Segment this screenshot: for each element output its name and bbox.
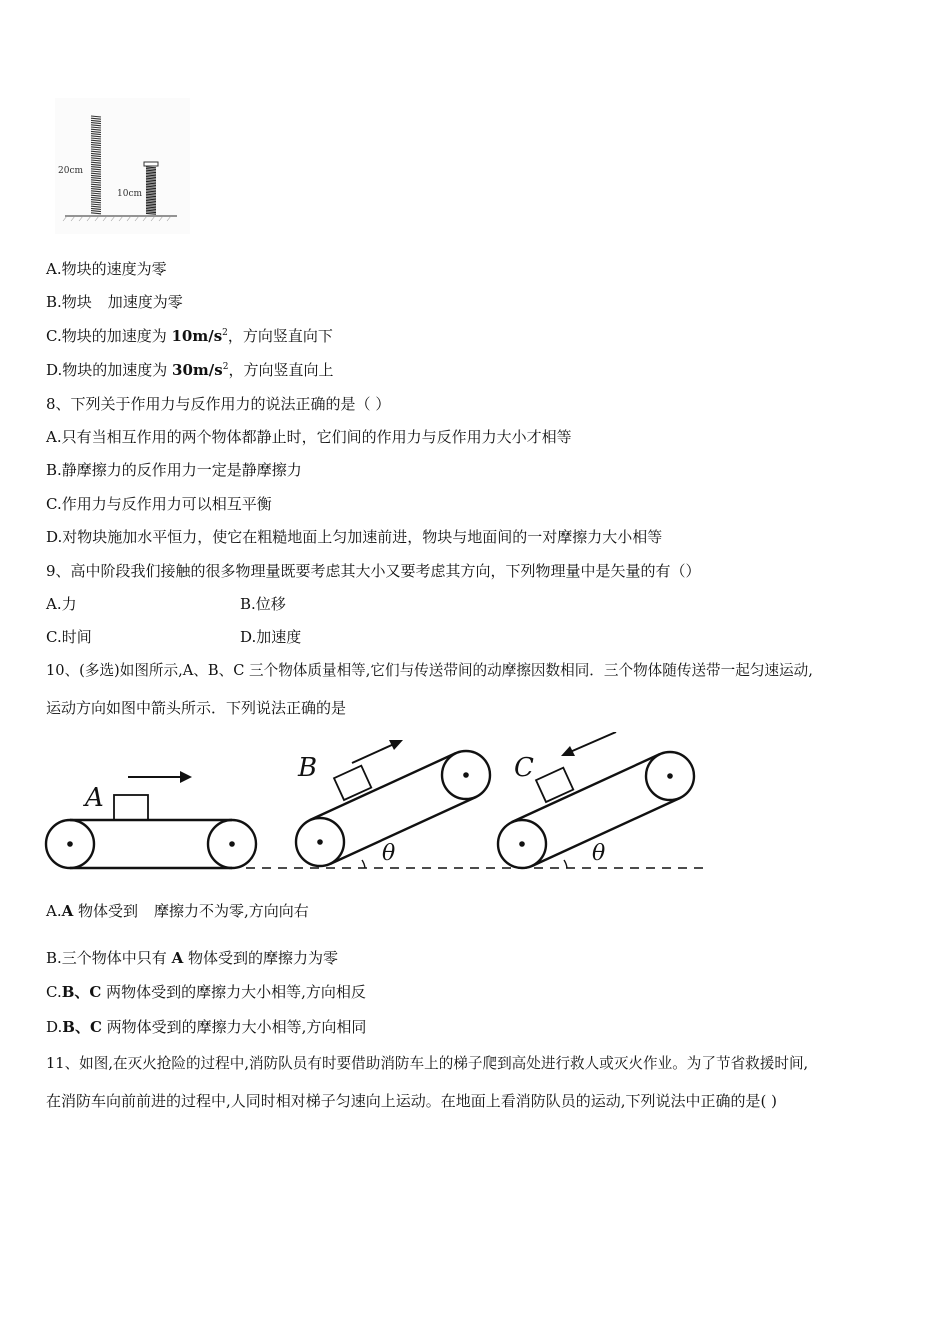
- q8-option-a: A.只有当相互作用的两个物体都静止时，它们间的作用力与反作用力大小才相等: [46, 428, 572, 446]
- spring-figure: [55, 98, 190, 234]
- q8-option-d: D.对物块施加水平恒力，使它在粗糙地面上匀加速前进，物块与地面间的一对摩擦力大小相等: [46, 528, 663, 546]
- q10-option-a-suffix: 摩擦力不为零,方向向右: [154, 902, 309, 920]
- q10-option-c: [46, 982, 366, 1002]
- length-label-10: 10cm: [117, 189, 143, 199]
- q10-option-d-suffix: 两物体受到的摩擦力大小相等,方向相同: [101, 1018, 367, 1036]
- q11-stem-line1: 11、如图,在灭火抢险的过程中,消防队员有时要借助消防车上的梯子爬到高处进行救人或灭火作业。为了节省救援时间,: [46, 1055, 809, 1072]
- q7-option-b: [46, 292, 183, 312]
- q8-option-c: C.作用力与反作用力可以相互平衡: [46, 495, 272, 513]
- q7-option-b-suffix: 加速度为零: [107, 293, 183, 311]
- q7-option-c-sup: 2: [222, 328, 228, 338]
- q10-option-c-prefix: C.: [46, 983, 62, 1001]
- q9-stem: 9、高中阶段我们接触的很多物理量既要考虑其大小又要考虑其方向，下列物理量中是矢量的有（）: [46, 562, 701, 580]
- q10-option-a-prefix: A.: [46, 902, 62, 920]
- q7-option-c-suffix: ，方向竖直向下: [227, 327, 333, 345]
- q10-stem-line1: 10、(多选)如图所示,A、B、C 三个物体质量相等,它们与传送带间的动摩擦因数相同．三个物体随传送带一起匀速运动,: [46, 662, 813, 679]
- q9-option-c: C.时间: [46, 628, 92, 646]
- q9-option-a: A.力: [46, 595, 77, 613]
- q9-option-b: B.位移: [240, 595, 286, 613]
- q9-option-d: D.加速度: [240, 628, 302, 646]
- q10-option-b-prefix: B.三个物体中只有: [46, 949, 172, 967]
- q10-option-c-suffix: 两物体受到的摩擦力大小相等,方向相反: [101, 983, 366, 1001]
- q7-option-d-suffix: ，方向竖直向上: [228, 361, 334, 379]
- q7-option-c: [46, 326, 333, 346]
- figure-angle-b: θ: [382, 841, 396, 866]
- q10-option-b-suffix: 物体受到的摩擦力为零: [183, 949, 338, 967]
- q7-option-c-value: 10m/s: [171, 327, 223, 345]
- q7-option-c-prefix: C.物块的加速度为: [46, 327, 172, 345]
- conveyor-belt-figure: [40, 732, 720, 880]
- length-label-20: 20cm: [58, 166, 84, 176]
- q7-option-d-value: 30m/s: [172, 361, 223, 379]
- q10-option-b-bold: A: [171, 949, 184, 967]
- q10-option-a: [46, 901, 309, 921]
- q10-option-a-mid: 物体受到: [73, 902, 139, 920]
- q7-option-a: A.物块的速度为零: [46, 260, 167, 278]
- q7-option-d-sup: 2: [222, 362, 229, 372]
- q10-option-d: [46, 1017, 366, 1037]
- q8-option-b: B.静摩擦力的反作用力一定是静摩擦力: [46, 461, 302, 479]
- figure-label-a: A: [85, 783, 104, 813]
- q7-option-b-prefix: B.物块: [46, 293, 92, 311]
- q10-option-d-bold: B、C: [62, 1018, 102, 1036]
- figure-label-b: B: [298, 753, 318, 783]
- q8-stem: 8、下列关于作用力与反作用力的说法正确的是（ ）: [46, 395, 391, 413]
- q10-option-c-bold: B、C: [61, 983, 102, 1001]
- q11-stem-line2: 在消防车向前前进的过程中,人同时相对梯子匀速向上运动。在地面上看消防队员的运动,下列说法中正确的是( ): [46, 1092, 778, 1110]
- q7-option-d-prefix: D.物块的加速度为: [46, 361, 173, 379]
- q10-option-a-bold: A: [61, 902, 74, 920]
- figure-label-c: C: [514, 753, 534, 783]
- q7-option-d: [46, 360, 333, 380]
- figure-angle-c: θ: [592, 841, 606, 866]
- q10-option-d-prefix: D.: [46, 1018, 63, 1036]
- q10-option-b: [46, 948, 338, 968]
- q10-stem-line2: 运动方向如图中箭头所示．下列说法正确的是: [46, 699, 347, 717]
